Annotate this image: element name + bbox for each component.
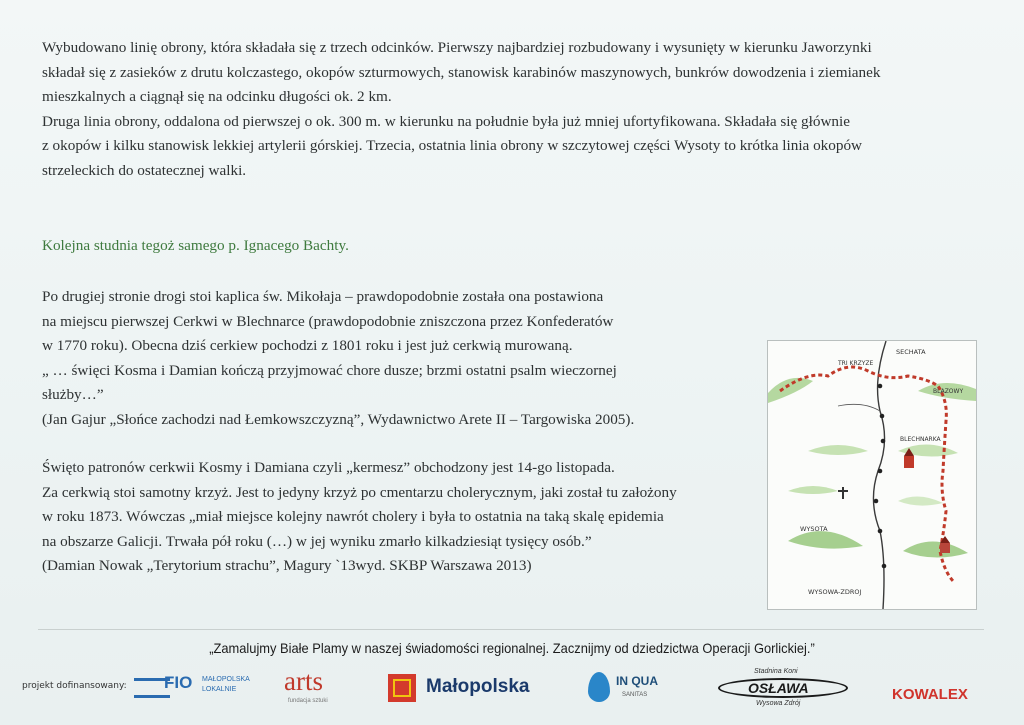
malopolska-emblem-icon [388,674,416,702]
hill-shape [808,445,868,455]
side-road [838,404,880,411]
footer-divider [38,629,984,630]
hill-shape [903,541,968,557]
hill-shape [898,496,943,505]
oslawa-logo-top: Stadnina Koni [754,668,798,675]
paragraph-feast: Święto patronów cerkwii Kosmy i Damiana czyli „kermesz” obchodzony jest 14-go listopada. Za cerkwią stoi samotny krzyż. Jest to jedyny krzyż po cmentarzu cholerycznym, jaki został tu założony w roku 1873. Wówczas „miał miejsce kolejny nawrót cholery i była to ostatnia na taką skalę epidemia na obszarze Galicji. Trwała pół roku (…) w jej wyniku zmarło kilkadziesiąt tysięcy osób.” (Damian Nowak „Terytorium strachu”, Magury `13wyd. SKBP Warszawa 2013) [42,459,677,575]
inqua-logo [584,670,664,710]
fio-logo-sub1: MAŁOPOLSKA [202,676,250,683]
inqua-logo-text: IN QUA [616,674,658,688]
main-road [873,341,886,609]
cross-icon [838,487,848,499]
paragraph-well: Kolejna studnia tegoż samego p. Ignacego Bachty. [42,237,349,254]
paragraph-defense-lines: Wybudowano linię obrony, która składała się z trzech odcinków. Pierwszy najbardziej rozbudowany i wysunięty w kierunku Jaworzynki składał się z zasieków z drutu kolczastego, okopów szturmowych, stanowisk karabinów maszynowych, bunkrów dowodzenia i ziemianek mieszkalnych a ciągnął się na odcinku długości ok. 2 km. Druga linia obrony, oddalona od pierwszej o ok. 300 m. w kierunku na południe była już mniej ufortyfikowana. Składała się głównie z okopów i kilku stanowisk lekkiej artylerii górskiej. Trzecia, ostatnia linia obrony w szczytowej części Wysoty to krótka linia okopów strzeleckich do ostatecznej walki. [42,39,881,179]
oslawa-logo-sub: Wysowa Zdrój [756,700,801,707]
oslawa-logo [718,668,853,712]
hill-shape [768,378,813,403]
kowalex-logo: KOWALEX [892,686,968,703]
map-label-mid: BLECHNARKA [900,436,941,443]
malopolska-logo [388,674,553,704]
fio-logo-sub2: LOKALNIE [202,686,237,693]
hill-shape [788,486,838,494]
arts-logo [284,666,354,708]
footer-slogan: „Zamalujmy Białe Plamy w naszej świadomości regionalnej. Zacznijmy od dziedzictwa Operacji Gorlickiej.” [209,640,815,656]
malopolska-logo-text: Małopolska [426,676,530,697]
map-label-ne: BLAZOWY [933,388,964,395]
hill-shape [788,531,863,548]
inqua-logo-sub: SANITAS [622,692,648,698]
route-map-drawing [768,341,976,609]
fio-logo-text: FIO [164,673,193,692]
paragraph-chapel: Po drugiej stronie drogi stoi kaplica św. Mikołaja – prawdopodobnie została ona postawiona na miejscu pierwszej Cerkwi w Blechnarce (prawdopodobnie zniszczona przez Konfederatów w 1770 roku). Obecna dziś cerkiew pochodzi z 1801 roku i jest już cerkwią murowaną. „ … święci Kosma i Damian kończą przyjmować chore dusze; brzmi ostatni psalm wieczornej służby…” (Jan Gajur „Słońce zachodzi nad Łemkowszczyzną”, Wydawnictwo Arete II – Targowiska 2005). [42,288,635,428]
map-label-bottom: WYSOWA-ZDROJ [808,588,862,596]
fio-logo [134,672,254,702]
map-label-west: WYSOTA [800,525,828,533]
oslawa-logo-text: OSŁAWA [748,680,809,696]
route-map [767,340,977,610]
funding-label: projekt dofinansowany: [22,681,127,691]
arts-logo-text: arts [284,666,323,696]
arts-logo-sub: fundacja sztuki [288,698,328,704]
map-label-top: SECHATA [896,348,926,356]
map-label-nw: TRI KRZYZE [838,360,874,367]
water-drop-icon [588,672,610,702]
